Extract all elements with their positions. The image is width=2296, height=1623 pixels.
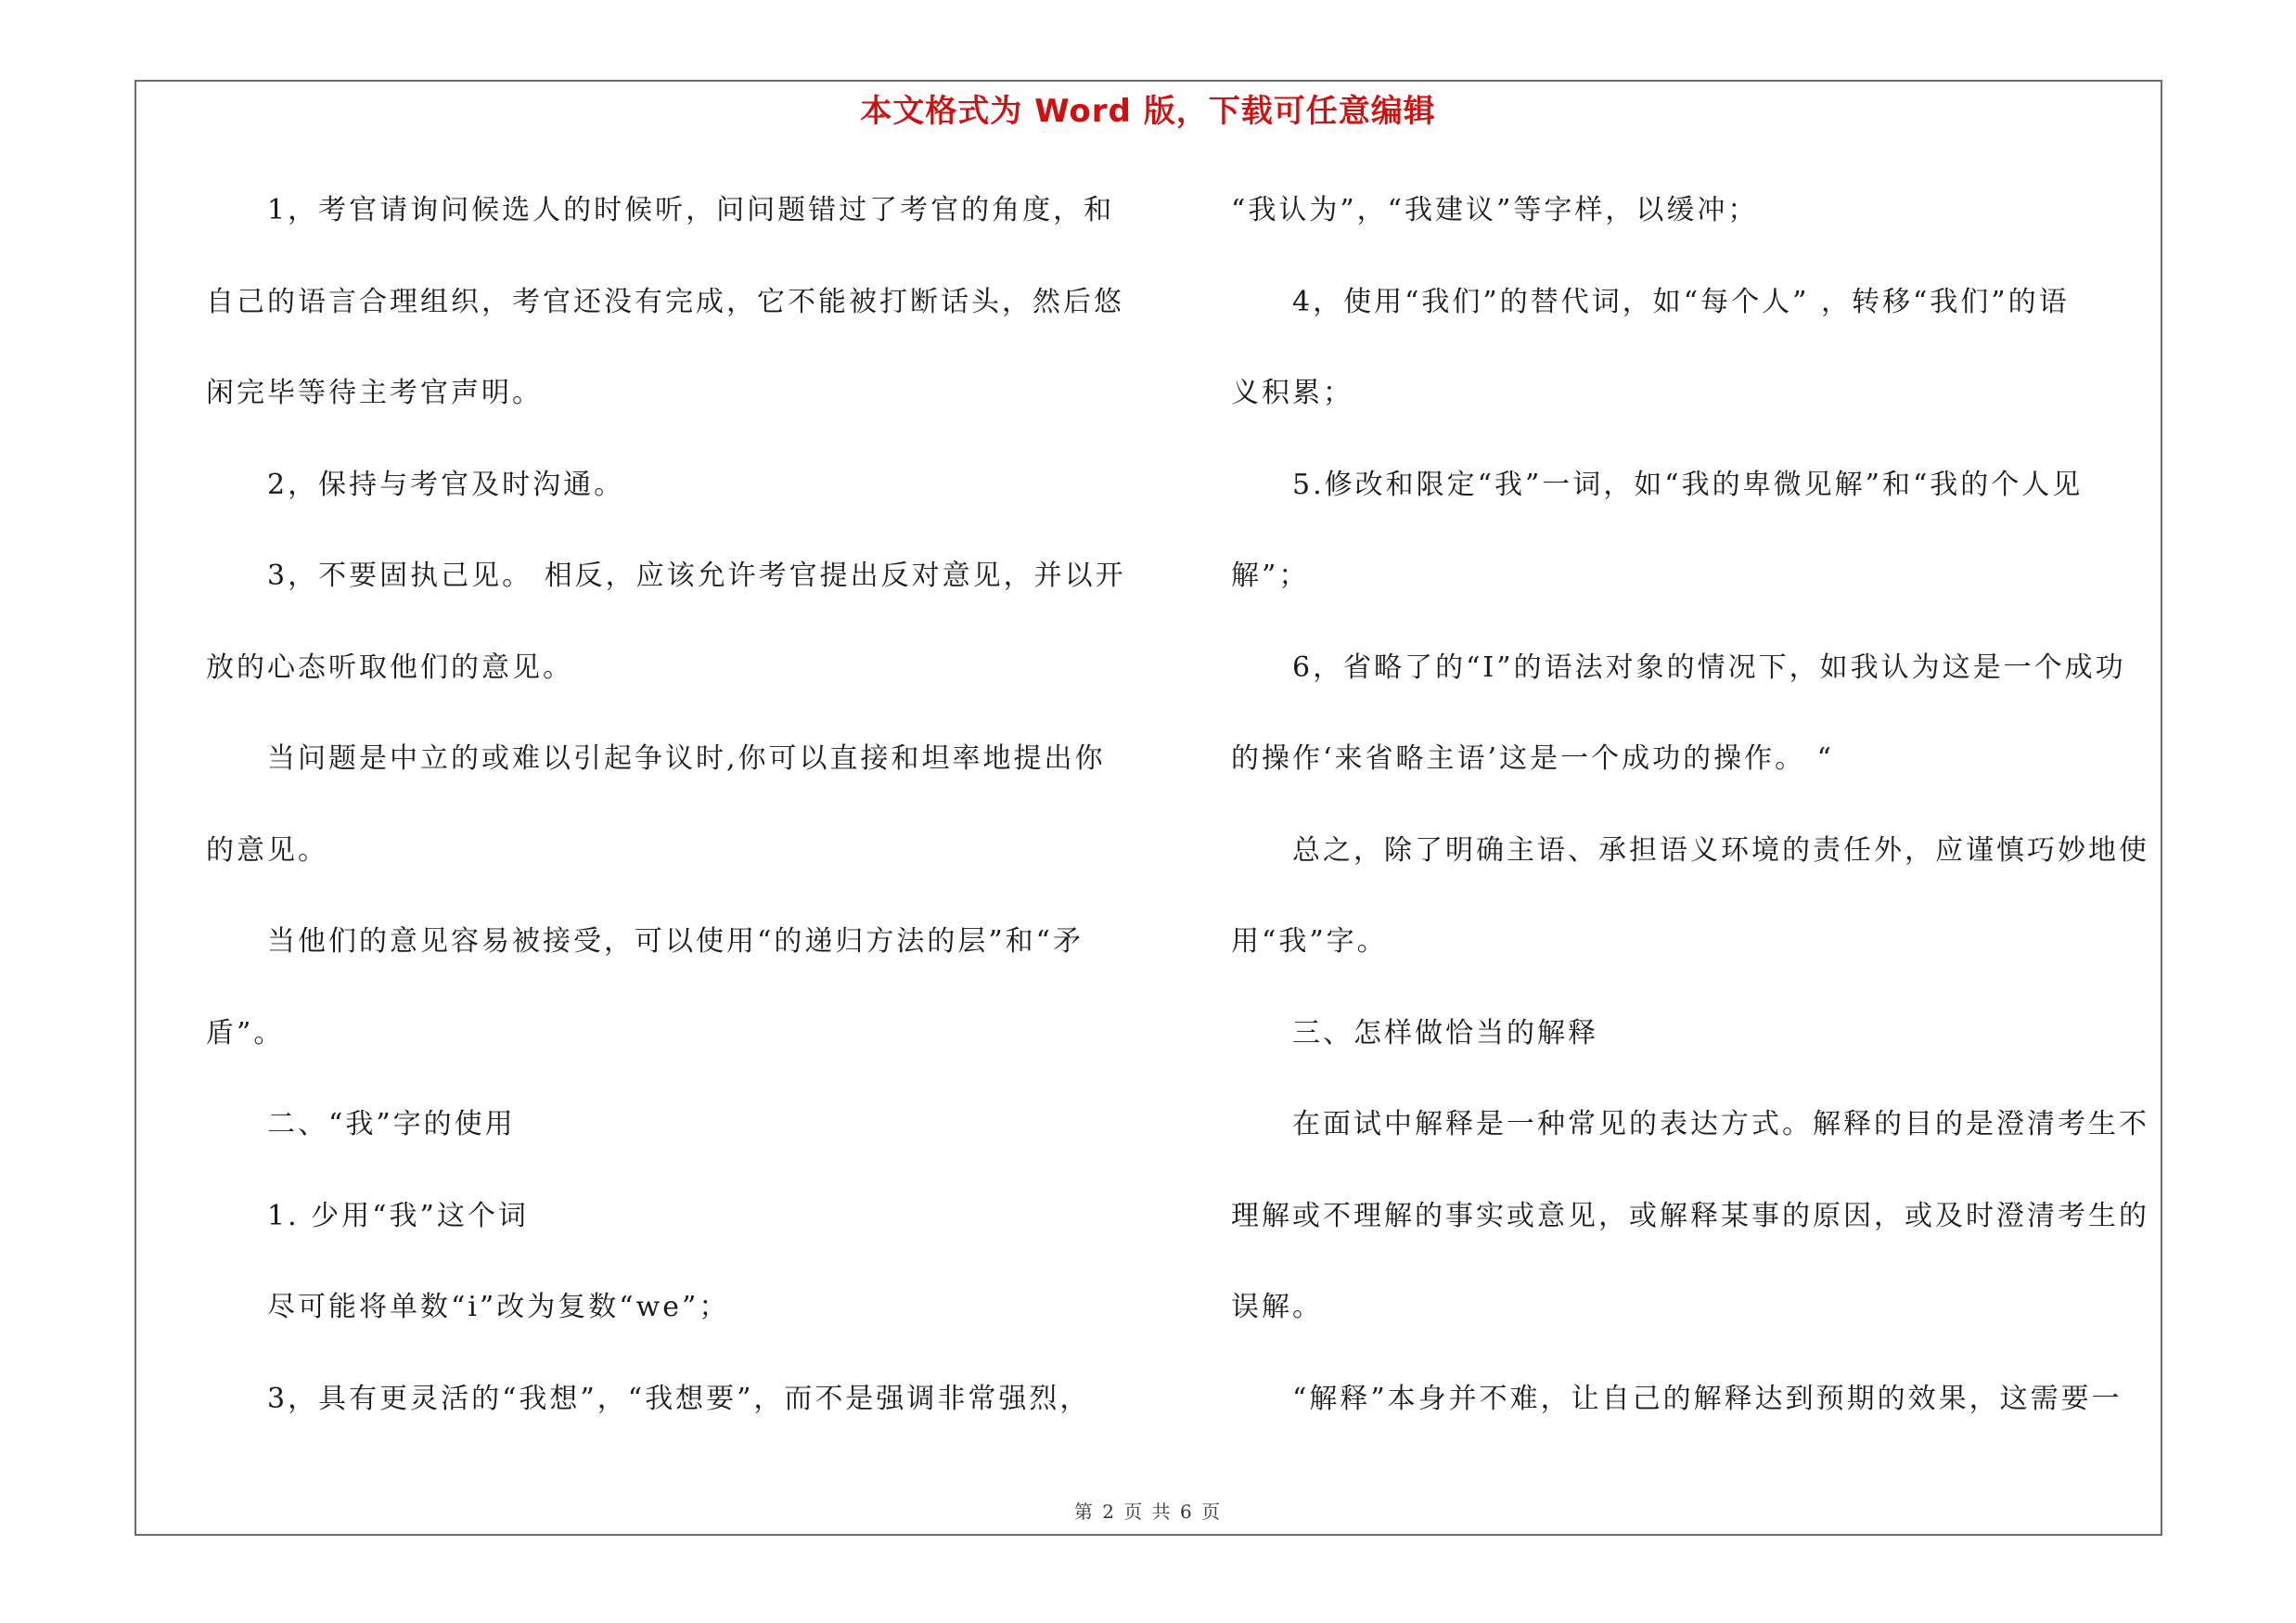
text-line: 误解。 — [1231, 1291, 1323, 1323]
text-line: 尽可能将单数“i”改为复数“we”； — [267, 1291, 730, 1323]
left-text-column — [206, 182, 1124, 1462]
text-line: 3，不要固执己见。 相反，应该允许考官提出反对意见，并以开 — [267, 560, 1126, 592]
right-text-column — [1231, 182, 2149, 1462]
text-line: 在面试中解释是一种常见的表达方式。解释的目的是澄清考生不 — [1292, 1108, 2149, 1140]
text-line: 当问题是中立的或难以引起争议时,你可以直接和坦率地提出你 — [267, 742, 1106, 775]
text-line: 放的心态听取他们的意见。 — [206, 650, 573, 684]
text-line: 3，具有更灵活的“我想”，“我想要”，而不是强调非常强烈， — [267, 1382, 1091, 1415]
text-line: 三、怎样做恰当的解释 — [1292, 1016, 1598, 1050]
text-line: 闲完毕等待主考官声明。 — [206, 377, 543, 409]
text-line: 二、“我”字的使用 — [267, 1108, 516, 1140]
text-line: 2，保持与考官及时沟通。 — [267, 468, 625, 501]
text-line: 总之，除了明确主语、承担语义环境的责任外，应谨慎巧妙地使 — [1292, 833, 2149, 867]
text-line: 解”； — [1231, 560, 1310, 592]
text-line: 6，省略了的“I”的语法对象的情况下，如我认为这是一个成功 — [1292, 650, 2126, 684]
text-line: 盾”。 — [206, 1016, 285, 1050]
text-line: “我认为”，“我建议”等字样，以缓冲； — [1231, 194, 1759, 226]
text-line: “解释”本身并不难，让自己的解释达到预期的效果，这需要一 — [1292, 1382, 2123, 1415]
page-number-footer: 第 2 页 共 6 页 — [1073, 1501, 1223, 1523]
text-line: 5.修改和限定“我”一词，如“我的卑微见解”和“我的个人见 — [1292, 468, 2084, 501]
text-line: 1. 少用“我”这个词 — [267, 1199, 529, 1232]
text-line: 自己的语言合理组织，考官还没有完成，它不能被打断话头，然后悠 — [206, 285, 1124, 318]
text-line: 用“我”字。 — [1231, 925, 1388, 958]
text-line: 的意见。 — [206, 833, 328, 867]
text-line: 理解或不理解的事实或意见，或解释某事的原因，或及时澄清考生的 — [1231, 1199, 2149, 1232]
text-line: 的操作‘来省略主语’这是一个成功的操作。 “ — [1231, 742, 1834, 775]
text-line: 义积累； — [1231, 377, 1353, 409]
word-format-banner: 本文格式为 Word 版，下载可任意编辑 — [860, 93, 1436, 130]
text-line: 4，使用“我们”的替代词，如“每个人” ，转移“我们”的语 — [1292, 285, 2070, 318]
text-line: 当他们的意见容易被接受，可以使用“的递归方法的层”和“矛 — [267, 925, 1084, 958]
text-line: 1，考官请询问候选人的时候听，问问题错过了考官的角度，和 — [267, 194, 1115, 226]
